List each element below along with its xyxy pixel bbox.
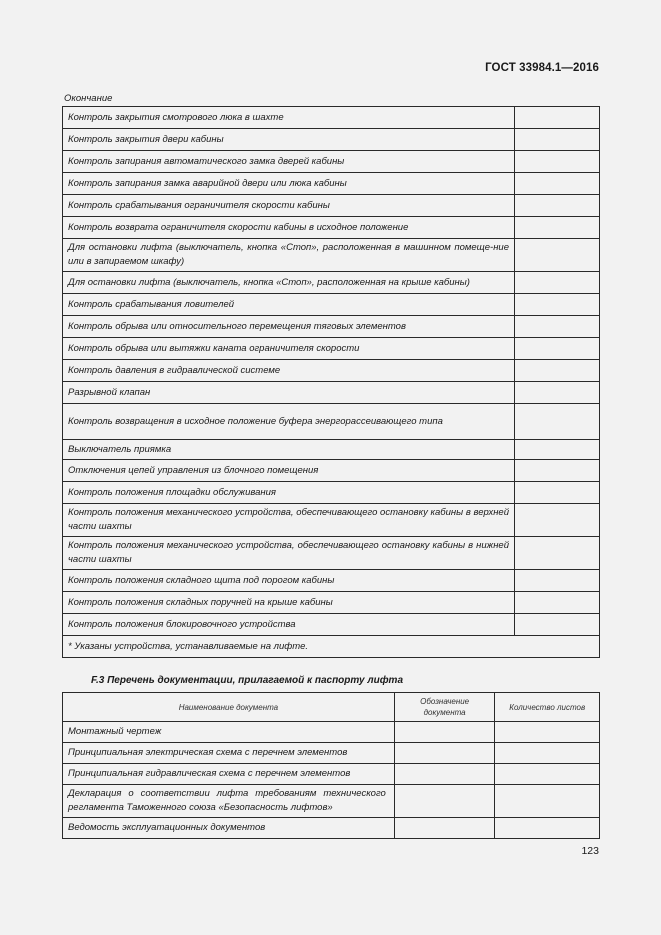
header-document-name: Наименование документа	[63, 693, 395, 722]
row-label: Контроль положения площадки обслуживания	[63, 482, 515, 504]
row-value-cell	[515, 107, 600, 129]
sheets-cell	[495, 764, 600, 785]
row-label: Контроль давления в гидравлической системе	[63, 360, 515, 382]
document-name: Монтажный чертеж	[63, 722, 395, 743]
row-label: Контроль обрыва или относительного перемещения тяговых элементов	[63, 316, 515, 338]
row-value-cell	[515, 404, 600, 440]
row-label: Контроль закрытия смотрового люка в шахте	[63, 107, 515, 129]
row-value-cell	[515, 482, 600, 504]
document-name: Ведомость эксплуатационных документов	[63, 818, 395, 839]
page-number: 123	[581, 845, 599, 857]
document-header: ГОСТ 33984.1—2016	[485, 62, 599, 74]
row-value-cell	[515, 294, 600, 316]
header-sheets: Количество листов	[495, 693, 600, 722]
row-value-cell	[515, 151, 600, 173]
documents-table	[62, 692, 600, 839]
sheets-cell	[495, 785, 600, 818]
row-value-cell	[515, 217, 600, 239]
row-label: Контроль положения складного щита под порогом кабины	[63, 570, 515, 592]
row-value-cell	[515, 239, 600, 272]
table-row	[63, 382, 600, 404]
row-value-cell	[515, 382, 600, 404]
designation-cell	[394, 818, 495, 839]
row-value-cell	[515, 504, 600, 537]
row-label: Контроль запирания автоматического замка дверей кабины	[63, 151, 515, 173]
row-value-cell	[515, 173, 600, 195]
row-label: Контроль возвращения в исходное положение буфера энергорассеивающего типа	[63, 404, 515, 440]
sheets-cell	[495, 743, 600, 764]
table-row	[63, 504, 600, 537]
table-row	[63, 537, 600, 570]
designation-cell	[394, 743, 495, 764]
table-row	[63, 592, 600, 614]
table-row	[63, 482, 600, 504]
table-row	[63, 338, 600, 360]
document-name: Декларация о соответствии лифта требованиям технического регламента Таможенного союза «Безопасность лифтов»	[63, 785, 395, 818]
table-row	[63, 818, 600, 839]
header-row	[63, 693, 600, 722]
table-row	[63, 107, 600, 129]
table-row	[63, 173, 600, 195]
row-value-cell	[515, 592, 600, 614]
table-row	[63, 460, 600, 482]
designation-cell	[394, 722, 495, 743]
row-value-cell	[515, 272, 600, 294]
header-designation: Обозначение документа	[394, 693, 495, 722]
row-label: Контроль закрытия двери кабины	[63, 129, 515, 151]
row-label: Для остановки лифта (выключатель, кнопка «Стоп», расположенная в машинном помеще-ние или в запираемом шкафу)	[63, 239, 515, 272]
table-row	[63, 239, 600, 272]
table-row	[63, 272, 600, 294]
row-label: Для остановки лифта (выключатель, кнопка «Стоп», расположенная на крыше кабины)	[63, 272, 515, 294]
footnote-row	[63, 636, 600, 658]
row-value-cell	[515, 537, 600, 570]
table-row	[63, 614, 600, 636]
document-name: Принципиальная гидравлическая схема с перечнем элементов	[63, 764, 395, 785]
row-value-cell	[515, 195, 600, 217]
continuation-label: Окончание	[64, 93, 113, 104]
row-value-cell	[515, 129, 600, 151]
table-row	[63, 151, 600, 173]
table-row	[63, 570, 600, 592]
row-value-cell	[515, 460, 600, 482]
row-value-cell	[515, 614, 600, 636]
row-value-cell	[515, 360, 600, 382]
table-row	[63, 722, 600, 743]
row-label: Контроль запирания замка аварийной двери или люка кабины	[63, 173, 515, 195]
row-value-cell	[515, 440, 600, 460]
section-title: F.3 Перечень документации, прилагаемой к паспорту лифта	[91, 675, 404, 686]
row-value-cell	[515, 316, 600, 338]
row-label: Контроль срабатывания ограничителя скорости кабины	[63, 195, 515, 217]
row-label: Контроль положения складных поручней на крыше кабины	[63, 592, 515, 614]
table-row	[63, 129, 600, 151]
sheets-cell	[495, 818, 600, 839]
document-name: Принципиальная электрическая схема с перечнем элементов	[63, 743, 395, 764]
row-label: Отключения цепей управления из блочного помещения	[63, 460, 515, 482]
designation-cell	[394, 764, 495, 785]
table-row	[63, 195, 600, 217]
table-row	[63, 404, 600, 440]
table-row	[63, 316, 600, 338]
table-row	[63, 764, 600, 785]
table-row	[63, 440, 600, 460]
designation-cell	[394, 785, 495, 818]
table-row	[63, 743, 600, 764]
row-label: Контроль возврата ограничителя скорости кабины в исходное положение	[63, 217, 515, 239]
row-label: Разрывной клапан	[63, 382, 515, 404]
table-row	[63, 294, 600, 316]
row-label: Контроль положения механического устройства, обеспечивающего остановку кабины в нижней части шахты	[63, 537, 515, 570]
table-row	[63, 360, 600, 382]
row-label: Контроль срабатывания ловителей	[63, 294, 515, 316]
checklist-table	[62, 106, 600, 658]
row-label: Контроль положения блокировочного устройства	[63, 614, 515, 636]
row-label: Выключатель приямка	[63, 440, 515, 460]
footnote: * Указаны устройства, устанавливаемые на лифте.	[63, 636, 600, 658]
sheets-cell	[495, 722, 600, 743]
table-row	[63, 217, 600, 239]
table-row	[63, 785, 600, 818]
row-label: Контроль положения механического устройства, обеспечивающего остановку кабины в верхней части шахты	[63, 504, 515, 537]
row-value-cell	[515, 338, 600, 360]
row-label: Контроль обрыва или вытяжки каната ограничителя скорости	[63, 338, 515, 360]
row-value-cell	[515, 570, 600, 592]
